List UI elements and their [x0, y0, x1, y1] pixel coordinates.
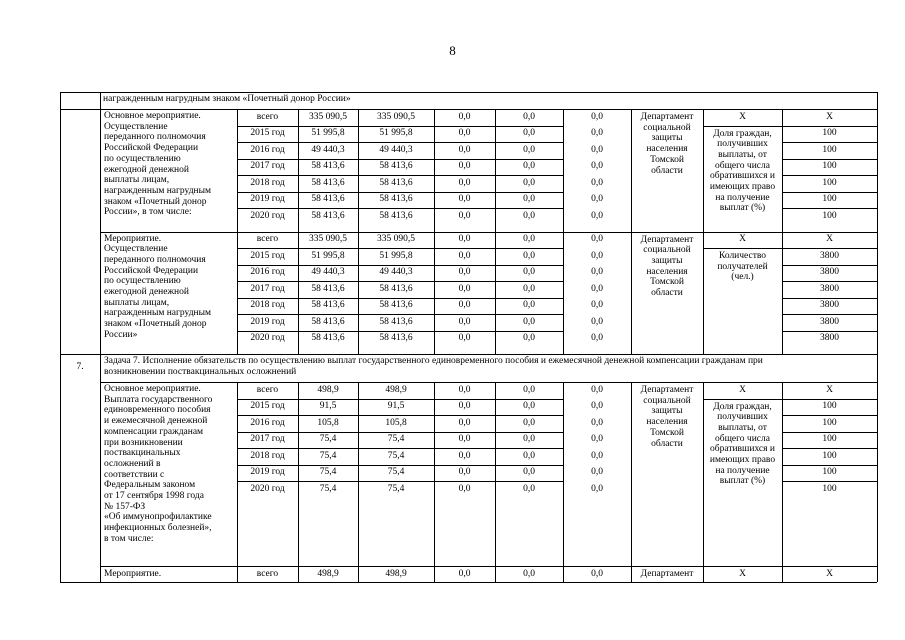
amount-local-cell: 0,0: [523, 417, 535, 428]
amount-regional-cell: 0,0: [458, 300, 471, 310]
table-row-rule: [782, 481, 877, 482]
activity-title: переданного полномочия: [104, 254, 206, 265]
indicator-head: X: [739, 111, 746, 122]
period-cell: всего: [256, 234, 279, 244]
indicator-value-cell: X: [826, 234, 833, 244]
table-row-rule: [782, 399, 877, 400]
executor-text: области: [651, 438, 683, 449]
table-row-rule: [100, 382, 877, 383]
amount-regional-cell: 0,0: [458, 283, 471, 294]
amount-total-cell: 58 413,6: [311, 177, 345, 188]
executor-text: защиты: [651, 255, 683, 266]
table-row-rule: [100, 566, 877, 567]
activity-title: России», в том числе:: [104, 207, 192, 218]
amount-local-cell: 0,0: [523, 316, 535, 327]
amount-other-cell: 0,0: [591, 194, 603, 204]
amount-other-cell: 0,0: [591, 267, 603, 277]
period-cell: 2020 год: [250, 333, 285, 343]
amount-regional-cell: 0,0: [458, 177, 471, 188]
table-row-rule: [782, 415, 877, 416]
activity-title: переданного полномочия: [104, 132, 206, 143]
activity-title: выплаты лицам,: [104, 297, 170, 308]
activity-title: выплаты лицам,: [104, 175, 170, 186]
amount-local-cell: 0,0: [523, 401, 535, 411]
activity-title: от 17 сентября 1998 года: [104, 491, 204, 501]
activity-title: награжденным нагрудным: [104, 185, 212, 196]
period-cell: всего: [256, 111, 279, 122]
period-cell: 2017 год: [250, 283, 285, 294]
activity-title: осложнений в: [104, 458, 161, 469]
table-column-rule: [60, 92, 61, 582]
amount-federal-cell: 498,9: [385, 569, 407, 579]
indicator-head: X: [739, 384, 746, 395]
amount-federal-cell: 58 413,6: [379, 283, 413, 294]
table-row-rule: [703, 399, 782, 400]
table-row-rule: [237, 159, 563, 160]
amount-federal-cell: 58 413,6: [379, 194, 413, 204]
amount-local-cell: 0,0: [523, 569, 535, 579]
table-column-rule: [877, 92, 878, 582]
indicator-value-cell: 3800: [820, 250, 839, 261]
table-row-rule: [237, 142, 563, 143]
table-row-rule: [60, 109, 877, 110]
indicator-text: на получение: [715, 465, 770, 476]
table-row-rule: [60, 354, 877, 355]
amount-total-cell: 51 995,8: [311, 250, 345, 261]
amount-total-cell: 498,9: [317, 384, 339, 395]
amount-total-cell: 58 413,6: [311, 194, 345, 204]
amount-regional-cell: 0,0: [458, 483, 471, 494]
table-row-rule: [237, 314, 563, 315]
amount-federal-cell: 335 090,5: [377, 111, 415, 122]
activity-title: Российской Федерации: [104, 143, 199, 154]
activity-title: и ежемесячной денежной: [104, 416, 208, 427]
indicator-value-cell: 3800: [820, 333, 839, 343]
table-column-rule: [703, 232, 704, 355]
amount-other-cell: 0,0: [591, 177, 603, 188]
amount-local-cell: 0,0: [523, 283, 535, 294]
indicator-value-cell: 100: [822, 417, 837, 428]
amount-regional-cell: 0,0: [458, 333, 471, 343]
amount-total-cell: 105,8: [317, 417, 339, 428]
table-row-rule: [60, 92, 877, 93]
table-row-rule: [237, 432, 563, 433]
amount-regional-cell: 0,0: [458, 434, 471, 444]
amount-federal-cell: 58 413,6: [379, 210, 413, 221]
activity-title: Мероприятие.: [104, 569, 162, 579]
table-row-rule: [782, 208, 877, 209]
activity-title: Российской Федерации: [104, 265, 199, 276]
period-cell: всего: [256, 384, 279, 395]
executor-text: Департамент: [640, 234, 694, 245]
amount-local-cell: 0,0: [523, 434, 535, 444]
executor-text: населения: [646, 144, 688, 155]
amount-other-cell: 0,0: [591, 467, 603, 477]
amount-regional-cell: 0,0: [458, 401, 471, 411]
amount-other-cell: 0,0: [591, 483, 603, 494]
table-row-rule: [237, 208, 563, 209]
amount-regional-cell: 0,0: [458, 250, 471, 261]
table-row-rule: [237, 298, 563, 299]
indicator-value-cell: 100: [822, 177, 837, 188]
indicator-value-cell: X: [826, 569, 833, 579]
table-row-rule: [237, 481, 563, 482]
indicator-text: общего числа: [715, 160, 770, 171]
indicator-text: общего числа: [715, 433, 770, 444]
amount-federal-cell: 75,4: [387, 483, 405, 494]
indicator-value-cell: 3800: [820, 267, 839, 277]
period-cell: 2015 год: [250, 401, 285, 411]
indicator-text: Доля граждан,: [713, 128, 772, 139]
period-cell: 2019 год: [250, 467, 285, 477]
amount-regional-cell: 0,0: [458, 569, 471, 579]
amount-other-cell: 0,0: [591, 210, 603, 221]
period-cell: 2017 год: [250, 434, 285, 444]
table-row-rule: [782, 281, 877, 282]
amount-federal-cell: 75,4: [387, 434, 405, 444]
table-row-rule: [237, 192, 563, 193]
table-row-rule: [237, 281, 563, 282]
period-cell: 2019 год: [250, 316, 285, 327]
indicator-value-cell: X: [826, 384, 833, 395]
period-cell: 2018 год: [250, 177, 285, 188]
amount-federal-cell: 75,4: [387, 467, 405, 477]
period-cell: 2020 год: [250, 210, 285, 221]
indicator-text: получателей: [717, 261, 768, 272]
amount-local-cell: 0,0: [523, 111, 535, 122]
amount-other-cell: 0,0: [591, 417, 603, 428]
activity-title: при возникновении: [104, 437, 183, 448]
table-row-rule: [237, 175, 563, 176]
amount-regional-cell: 0,0: [458, 144, 471, 155]
table-row-rule: [782, 248, 877, 249]
amount-total-cell: 49 440,3: [311, 144, 345, 155]
amount-total-cell: 58 413,6: [311, 161, 345, 171]
task-title: Задача 7. Исполнение обязательств по осуществлению выплат государственного единовременного пособия и ежемесячной денежной компенсации гражданам при: [104, 356, 763, 366]
amount-federal-cell: 58 413,6: [379, 333, 413, 343]
amount-local-cell: 0,0: [523, 333, 535, 343]
indicator-value-cell: 100: [822, 210, 837, 221]
amount-regional-cell: 0,0: [458, 267, 471, 277]
amount-total-cell: 49 440,3: [311, 267, 345, 277]
task-number: 7.: [76, 362, 84, 372]
activity-title: знаком «Почетный донор: [104, 196, 207, 207]
amount-other-cell: 0,0: [591, 333, 603, 343]
activity-title: награжденным нагрудным: [104, 308, 212, 319]
amount-total-cell: 91,5: [319, 401, 337, 411]
activity-title: в том числе:: [104, 533, 154, 544]
program-table: [60, 92, 877, 582]
amount-total-cell: 58 413,6: [311, 300, 345, 310]
amount-total-cell: 75,4: [319, 467, 337, 477]
amount-other-cell: 0,0: [591, 384, 603, 395]
amount-total-cell: 335 090,5: [309, 111, 347, 122]
indicator-text: выплаты, от: [718, 149, 767, 160]
amount-regional-cell: 0,0: [458, 234, 471, 244]
indicator-value-cell: 100: [822, 128, 837, 138]
amount-regional-cell: 0,0: [458, 210, 471, 221]
indicator-text: обратившихся и: [710, 444, 775, 455]
executor-text: социальной: [643, 245, 691, 256]
indicator-value-cell: X: [826, 111, 833, 122]
table-row-rule: [237, 331, 563, 332]
period-cell: 2016 год: [250, 267, 285, 277]
amount-federal-cell: 58 413,6: [379, 177, 413, 188]
amount-local-cell: 0,0: [523, 450, 535, 461]
amount-local-cell: 0,0: [523, 384, 535, 395]
indicator-value-cell: 100: [822, 450, 837, 461]
executor-text: защиты: [651, 406, 683, 417]
amount-local-cell: 0,0: [523, 177, 535, 188]
table-row-rule: [782, 265, 877, 266]
indicator-text: выплат (%): [719, 476, 766, 487]
activity-title: поствакцинальных: [104, 448, 181, 459]
amount-total-cell: 58 413,6: [311, 283, 345, 294]
indicator-value-cell: 3800: [820, 300, 839, 310]
amount-total-cell: 58 413,6: [311, 210, 345, 221]
amount-local-cell: 0,0: [523, 234, 535, 244]
executor-text: Томской: [650, 277, 684, 288]
indicator-value-cell: 100: [822, 467, 837, 477]
table-row-rule: [782, 448, 877, 449]
indicator-text: Доля граждан,: [713, 401, 772, 412]
indicator-text: имеющих право: [709, 182, 776, 192]
indicator-text: (чел.): [731, 272, 754, 283]
amount-federal-cell: 105,8: [385, 417, 407, 428]
table-row-rule: [782, 126, 877, 127]
amount-federal-cell: 49 440,3: [379, 267, 413, 277]
indicator-value-cell: 100: [822, 483, 837, 494]
indicator-value-cell: 3800: [820, 283, 839, 294]
amount-total-cell: 58 413,6: [311, 333, 345, 343]
amount-regional-cell: 0,0: [458, 384, 471, 395]
activity-title: Выплата государственного: [104, 394, 213, 405]
table-row-rule: [60, 582, 877, 583]
indicator-value-cell: 100: [822, 401, 837, 411]
executor-text: населения: [646, 417, 688, 428]
amount-regional-cell: 0,0: [458, 417, 471, 428]
executor-text: области: [651, 165, 683, 176]
amount-other-cell: 0,0: [591, 144, 603, 155]
activity-title: Основное мероприятие.: [104, 384, 201, 394]
table-row-rule: [237, 448, 563, 449]
table-row-rule: [237, 465, 563, 466]
amount-local-cell: 0,0: [523, 267, 535, 277]
executor-text: социальной: [643, 122, 691, 133]
amount-other-cell: 0,0: [591, 250, 603, 261]
indicator-text: Количество: [718, 251, 767, 261]
period-cell: 2017 год: [250, 161, 285, 171]
table-row-rule: [703, 126, 782, 127]
executor-text: области: [651, 288, 683, 298]
indicator-value-cell: 100: [822, 144, 837, 155]
activity-title: по осуществлению: [104, 153, 181, 164]
executor-text: населения: [646, 266, 688, 277]
amount-total-cell: 51 995,8: [311, 128, 345, 138]
executor-text: Департамент: [640, 385, 694, 395]
page-number: 8: [449, 43, 456, 58]
table-row-rule: [782, 465, 877, 466]
amount-total-cell: 498,9: [317, 569, 339, 579]
amount-local-cell: 0,0: [523, 483, 535, 494]
indicator-text: на получение: [715, 192, 770, 203]
amount-other-cell: 0,0: [591, 128, 603, 138]
activity-title: инфекционных болезней»,: [104, 523, 212, 534]
period-cell: всего: [256, 569, 279, 579]
amount-regional-cell: 0,0: [458, 194, 471, 204]
amount-other-cell: 0,0: [591, 300, 603, 310]
indicator-head: X: [739, 234, 746, 244]
activity-title: России»: [104, 329, 138, 340]
amount-regional-cell: 0,0: [458, 467, 471, 477]
amount-federal-cell: 91,5: [387, 401, 405, 411]
amount-federal-cell: 51 995,8: [379, 250, 413, 261]
period-cell: 2019 год: [250, 194, 285, 204]
amount-regional-cell: 0,0: [458, 316, 471, 327]
amount-federal-cell: 58 413,6: [379, 300, 413, 310]
table-row-rule: [703, 248, 782, 249]
amount-regional-cell: 0,0: [458, 161, 471, 171]
activity-title: единовременного пособия: [104, 405, 211, 416]
amount-other-cell: 0,0: [591, 569, 603, 579]
period-cell: 2018 год: [250, 450, 285, 461]
amount-local-cell: 0,0: [523, 144, 535, 155]
table-row-rule: [237, 126, 563, 127]
amount-other-cell: 0,0: [591, 283, 603, 294]
period-cell: 2016 год: [250, 144, 285, 155]
continuation-text: награжденным нагрудным знаком «Почетный донор России»: [103, 94, 351, 104]
amount-regional-cell: 0,0: [458, 128, 471, 138]
period-cell: 2020 год: [250, 483, 285, 494]
table-row-rule: [782, 314, 877, 315]
activity-title: знаком «Почетный донор: [104, 319, 207, 330]
activity-title: Осуществление: [104, 244, 168, 255]
activity-title: Федеральным законом: [104, 480, 196, 491]
indicator-text: обратившихся и: [710, 171, 775, 182]
period-cell: 2015 год: [250, 250, 285, 261]
task-title: возникновении поствакцинальных осложнений: [104, 366, 297, 377]
indicator-head: X: [739, 569, 746, 579]
executor-text: Томской: [650, 427, 684, 438]
activity-title: соответствии с: [104, 469, 165, 480]
amount-regional-cell: 0,0: [458, 111, 471, 122]
indicator-text: выплаты, от: [718, 422, 767, 433]
amount-local-cell: 0,0: [523, 128, 535, 138]
table-row-rule: [782, 159, 877, 160]
executor-text: защиты: [651, 133, 683, 144]
table-column-rule: [100, 92, 101, 582]
indicator-value-cell: 100: [822, 434, 837, 444]
indicator-value-cell: 100: [822, 194, 837, 204]
amount-federal-cell: 49 440,3: [379, 144, 413, 155]
amount-local-cell: 0,0: [523, 250, 535, 261]
amount-total-cell: 335 090,5: [309, 234, 347, 244]
amount-total-cell: 75,4: [319, 483, 337, 494]
activity-title: ежегодной денежной: [104, 164, 189, 175]
period-cell: 2016 год: [250, 417, 285, 428]
amount-local-cell: 0,0: [523, 161, 535, 171]
table-row-rule: [782, 175, 877, 176]
activity-title: по осуществлению: [104, 276, 181, 287]
executor-text: социальной: [643, 395, 691, 406]
amount-federal-cell: 51 995,8: [379, 128, 413, 138]
table-row-rule: [782, 298, 877, 299]
indicator-text: получивших: [717, 412, 768, 423]
table-row-rule: [237, 248, 563, 249]
table-row-rule: [237, 265, 563, 266]
amount-federal-cell: 335 090,5: [377, 234, 415, 244]
amount-local-cell: 0,0: [523, 467, 535, 477]
amount-federal-cell: 58 413,6: [379, 161, 413, 171]
table-row-rule: [782, 192, 877, 193]
amount-other-cell: 0,0: [591, 316, 603, 327]
indicator-text: выплат (%): [719, 203, 766, 214]
executor-text: Томской: [650, 154, 684, 165]
indicator-text: получивших: [717, 139, 768, 150]
amount-other-cell: 0,0: [591, 401, 603, 411]
activity-title: № 157-ФЗ: [104, 501, 146, 512]
amount-other-cell: 0,0: [591, 450, 603, 461]
table-row-rule: [782, 142, 877, 143]
amount-other-cell: 0,0: [591, 434, 603, 444]
table-row-rule: [237, 415, 563, 416]
table-row-rule: [782, 432, 877, 433]
indicator-value-cell: 100: [822, 161, 837, 171]
period-cell: 2015 год: [250, 128, 285, 138]
table-row-rule: [782, 331, 877, 332]
activity-title: «Об иммунопрофилактике: [104, 512, 212, 523]
activity-title: Основное мероприятие.: [104, 111, 201, 121]
amount-other-cell: 0,0: [591, 161, 603, 171]
activity-title: Мероприятие.: [104, 233, 162, 244]
activity-title: компенсации гражданам: [104, 426, 204, 437]
amount-regional-cell: 0,0: [458, 450, 471, 461]
activity-title: ежегодной денежной: [104, 287, 189, 297]
amount-total-cell: 75,4: [319, 450, 337, 461]
indicator-text: имеющих право: [709, 455, 776, 465]
indicator-value-cell: 3800: [820, 316, 839, 327]
amount-local-cell: 0,0: [523, 300, 535, 310]
amount-other-cell: 0,0: [591, 234, 603, 244]
executor-text: Департамент: [640, 112, 694, 122]
period-cell: 2018 год: [250, 300, 285, 310]
executor-text: Департамент: [640, 569, 694, 579]
amount-other-cell: 0,0: [591, 111, 603, 122]
amount-local-cell: 0,0: [523, 194, 535, 204]
table-row-rule: [237, 399, 563, 400]
amount-federal-cell: 58 413,6: [379, 316, 413, 327]
activity-title: Осуществление: [104, 121, 168, 132]
amount-total-cell: 58 413,6: [311, 316, 345, 327]
amount-federal-cell: 75,4: [387, 450, 405, 461]
amount-federal-cell: 498,9: [385, 384, 407, 395]
table-row-rule: [100, 232, 877, 233]
amount-total-cell: 75,4: [319, 434, 337, 444]
amount-local-cell: 0,0: [523, 210, 535, 221]
